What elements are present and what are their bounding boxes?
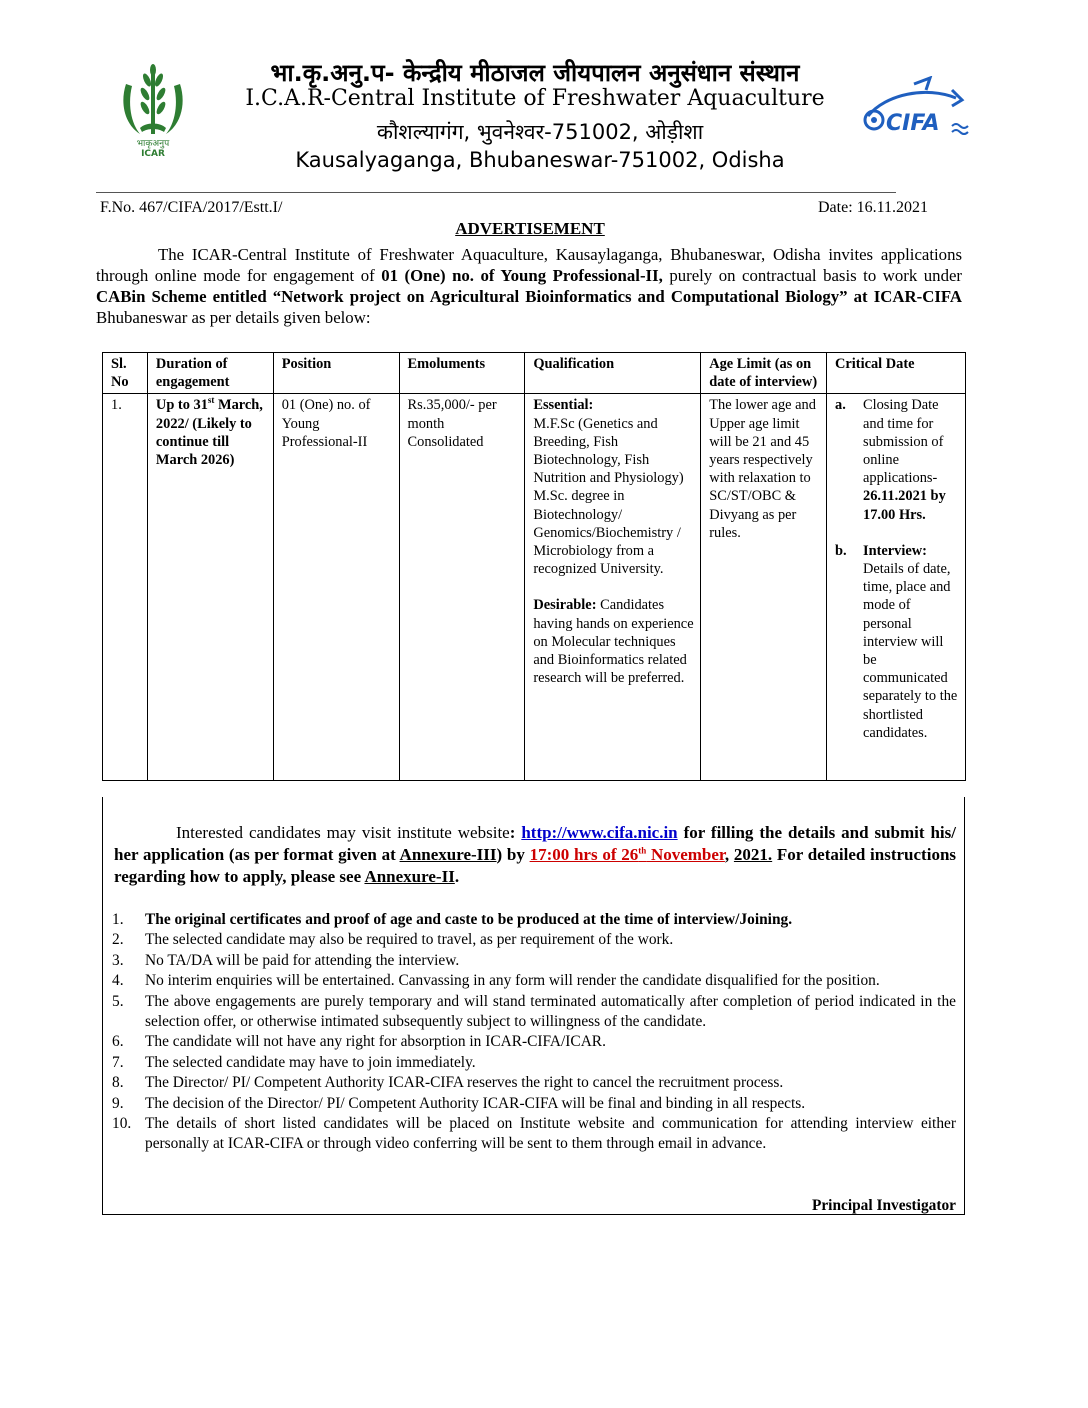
interest-text-6: For detailed instructions regarding how to apply, please see [114,845,957,886]
col-header-duration: Duration of engagement [147,353,273,394]
note-text: The decision of the Director/ PI/ Competent Authority ICAR-CIFA will be final and binding in all respects. [145,1094,806,1112]
critical-a-deadline: 26.11.2021 by 17.00 Hrs. [863,488,946,523]
list-item: 1. The original certificates and proof of age and caste to be produced at the time of interview/Joining. [112,910,956,930]
note-number: 6. [112,1033,124,1051]
note-text: The candidate will not have any right for absorption in ICAR-CIFA/ICAR. [145,1033,606,1051]
critical-a-text: Closing Date and time for submission of online applications- [863,397,944,487]
list-item [112,1094,956,1114]
duration-sup: st [207,395,215,406]
intro-scheme: CABin Scheme entitled “Network project on Agricultural Bioinformatics and Computational Biology” at ICAR-CIFA [96,287,962,306]
header-divider [96,192,896,193]
table-row [103,394,966,781]
col-header-sl: Sl. No [103,353,148,394]
note-text: The details of short listed candidates will be placed on Institute website and communication for attending interview either personally at ICAR-CIFA or through video conferring will be sent to them through email in advance. [145,1115,956,1153]
intro-text-2: purely on contractual basis to work under [662,266,962,285]
list-item [112,1114,956,1155]
annexure-2-link: Annexure-II [364,867,455,886]
desirable-qual [533,596,694,687]
list-item [112,1053,956,1073]
note-text: No interim enquiries will be entertained. Canvassing in any form will render the candidate disqualified for the position. [145,972,880,990]
note-number: 1. [112,911,124,928]
note-text: The Director/ PI/ Competent Authority ICAR-CIFA reserves the right to cancel the recruitment process. [145,1074,784,1092]
cifa-logo-text: CIFA [886,111,940,136]
interest-text-7: . [454,867,460,886]
terms-list [112,910,956,1155]
col-header-position: Position [273,353,399,394]
deadline-sup: th [638,845,647,856]
interest-text-5: , [724,845,734,864]
deadline-a: 17:00 hrs of 26 [529,845,639,864]
annexure-3-link: Annexure-III [399,845,497,864]
icar-logo [118,62,188,158]
intro-text-3: Bhubaneswar as per details given below: [96,308,371,327]
address-hindi: कौशल्यागंग, भुवनेश्वर-751002, ओड़ीशा [376,120,704,144]
note-number: 5. [112,992,124,1010]
note-text: The original certificates and proof of age and caste to be produced at the time of interview/Joining [145,911,789,928]
cell-position: 01 (One) no. of Young Professional-II [273,394,399,781]
critical-b-label: Interview: [863,542,927,559]
cell-critical-date [827,394,966,781]
essential-qual-2: M.Sc. degree in Biotechnology/ Genomics/Biochemistry / Microbiology from a recognized University. [533,488,681,578]
note-text: The selected candidate may also be required to travel, as per requirement of the work. [145,931,674,949]
list-item [112,951,956,971]
apply-instructions [114,822,956,888]
list-item [112,1073,956,1093]
desirable-label: Desirable: [533,597,597,614]
cell-age-limit: The lower age and Upper age limit will be 21 and 45 years respectively with relaxation to SC/ST/OBC & Divyang as per rules. [701,394,827,781]
note-number: 10. [112,1115,132,1133]
list-item [112,930,956,950]
critical-b-text: Details of date, time, place and mode of personal interview will be communicated separately to the shortlisted candidates. [863,561,958,741]
website-link[interactable]: http://www.cifa.nic.in [521,823,678,842]
institute-name-hindi: भा.कृ.अनु.प- केन्द्रीय मीठाजल जीयपालन अनुसंधान संस्थान [270,59,800,87]
intro-paragraph [96,244,962,328]
positions-table [102,352,966,781]
list-item [112,971,956,991]
essential-qual-1: M.F.Sc (Genetics and Breeding, Fish Biotechnology, Fish Nutrition and Physiology) [533,415,684,487]
col-header-age-limit: Age Limit (as on date of interview) [701,353,827,394]
cell-sl: 1. [103,394,148,781]
critical-date-item-a [835,396,959,523]
critical-b-letter: b. [835,542,847,559]
note-number: 8. [112,1074,124,1092]
cifa-logo [856,76,972,140]
list-item [112,992,956,1033]
deadline-b: November [646,845,725,864]
icar-logo-text-en: ICAR [141,149,165,158]
address-english: Kausalyaganga, Bhubaneswar-751002, Odisha [295,148,785,172]
advertisement-title: ADVERTISEMENT [455,219,605,238]
essential-label: Essential: [533,397,594,414]
note-number: 4. [112,972,124,990]
table-header-row [103,353,966,394]
duration-text-b: March, 2022/ (Likely to continue till March 2026) [155,397,263,469]
intro-text-1: The ICAR-Central Institute of Freshwater Aquaculture, Kausaylaganga, Bhubaneswar, Odisha invites applications through online mode for engagement of [96,245,962,285]
document-date: Date: 16.11.2021 [818,199,929,216]
list-item [112,1032,956,1052]
col-header-qualification: Qualification [525,353,701,394]
interest-text-2: : [509,823,522,842]
note-number: 9. [112,1094,124,1112]
note-text: The above engagements are purely temporary and will stand terminated automatically after completion of period indicated in the selection offer, or otherwise intimated subsequently subject to willingness of the candidate. [145,992,956,1031]
note-number: 7. [112,1053,124,1071]
cell-qualification [525,394,701,781]
col-header-emoluments: Emoluments [399,353,525,394]
cell-duration [147,394,273,781]
intro-post: 01 (One) no. of Young Professional-II, [381,266,663,285]
cell-emoluments: Rs.35,000/- per month Consolidated [399,394,525,781]
institute-name-english: I.C.A.R-Central Institute of Freshwater Aquaculture [245,86,825,111]
critical-a-letter: a. [835,397,846,414]
interest-text-4: ) by [496,845,530,864]
critical-date-item-b [835,542,959,742]
deadline-year: 2021. [733,845,773,864]
col-header-critical-date: Critical Date [827,353,966,394]
note-number: 2. [112,931,124,949]
interest-text-3: for filling the details and submit his/ her application (as per format given at [114,823,956,864]
note-number: 3. [112,951,124,969]
note-text: No TA/DA will be paid for attending the interview. [145,951,460,969]
icar-logo-text-hi: भाकृअनुप [136,139,170,149]
file-number: F.No. 467/CIFA/2017/Estt.I/ [100,199,283,216]
duration-text-a: Up to 31 [155,397,208,414]
signatory: Principal Investigator [811,1197,956,1214]
note-text: The selected candidate may have to join immediately. [145,1053,476,1071]
deadline-text [530,845,725,864]
desirable-text: Candidates having hands on experience on Molecular techniques and Bioinformatics related research will be preferred. [533,597,694,687]
interest-text-1: Interested candidates may visit institute website [176,823,510,842]
